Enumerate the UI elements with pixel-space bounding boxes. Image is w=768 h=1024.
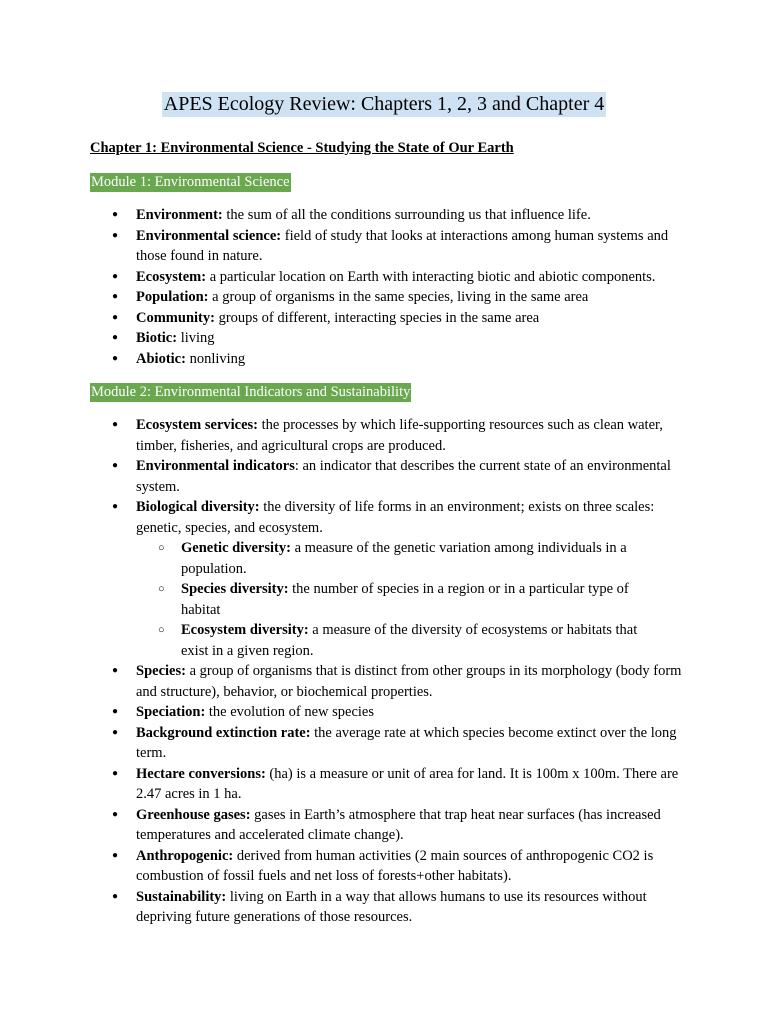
- definition: derived from human activities (2 main sources of anthropogenic CO2 is combustion of fossil fuels and net loss of forests+other habitats).: [136, 847, 654, 884]
- term: Ecosystem:: [136, 268, 207, 285]
- list-item: [90, 661, 690, 702]
- list-item: [90, 328, 690, 349]
- term: Ecosystem services:: [136, 417, 258, 433]
- definition: a group of organisms in the same species, living in the same area: [208, 289, 589, 305]
- sub-list-item: [136, 538, 641, 579]
- definition: the average rate at which species become extinct over the long term.: [136, 724, 677, 761]
- definition: a measure of the diversity of ecosystems or habitats that exist in a given region.: [181, 622, 638, 659]
- list-item: [90, 456, 690, 497]
- list-item: [90, 805, 690, 846]
- term: Population:: [136, 289, 209, 305]
- term: Species diversity:: [181, 581, 289, 597]
- list-item: [90, 349, 690, 370]
- list-item: [90, 287, 690, 308]
- definition: living on Earth in a way that allows humans to use its resources without depriving future generations of those resources.: [136, 888, 647, 925]
- term: Sustainability:: [136, 888, 227, 905]
- term: Anthropogenic:: [136, 847, 234, 864]
- definition: the sum of all the conditions surrounding us that influence life.: [222, 207, 591, 223]
- term: Genetic diversity:: [181, 540, 291, 556]
- list-item: [90, 846, 690, 887]
- term: Community:: [136, 309, 215, 326]
- module-1-list: [90, 205, 690, 369]
- term: Abiotic:: [136, 350, 186, 367]
- list-item: [90, 497, 690, 661]
- list-item: [90, 226, 690, 267]
- term: Greenhouse gases:: [136, 806, 251, 823]
- module-1-heading: Module 1: Environmental Science: [91, 174, 290, 190]
- term: Species:: [136, 663, 186, 679]
- list-item: [90, 267, 690, 288]
- definition: the evolution of new species: [205, 704, 374, 720]
- list-item: [90, 702, 690, 723]
- term: Biotic:: [136, 330, 178, 346]
- definition: the number of species in a region or in a particular type of habitat: [181, 581, 629, 618]
- definition: (ha) is a measure or unit of area for land. It is 100m x 100m. There are 2.47 acres in 1 ha.: [136, 765, 679, 802]
- chapter-1-heading: Chapter 1: Environmental Science - Studying the State of Our Earth: [90, 140, 514, 156]
- definition: : an indicator that describes the current state of an environmental system.: [136, 458, 671, 495]
- term: Background extinction rate:: [136, 724, 311, 741]
- title-wrapper: [0, 92, 768, 117]
- document-title: APES Ecology Review: Chapters 1, 2, 3 and Chapter 4: [163, 93, 605, 115]
- sub-list-item: [136, 620, 641, 661]
- list-item: [90, 723, 690, 764]
- definition: the diversity of life forms in an environment; exists on three scales: genetic, species, and ecosystem.: [136, 499, 655, 536]
- term: Hectare conversions:: [136, 765, 266, 782]
- list-item: [90, 308, 690, 329]
- list-item: [90, 415, 690, 456]
- term: Biological diversity:: [136, 499, 260, 515]
- definition: the processes by which life-supporting resources such as clean water, timber, fisheries, and agricultural crops are produced.: [136, 417, 663, 454]
- sub-list-item: [136, 579, 641, 620]
- term: Environmental science:: [136, 227, 282, 244]
- module-2-heading: Module 2: Environmental Indicators and Sustainability: [91, 384, 411, 400]
- list-item: [90, 887, 690, 928]
- definition: living: [177, 330, 215, 346]
- definition: field of study that looks at interactions among human systems and those found in nature.: [136, 227, 669, 264]
- term: Environmental indicators: [136, 458, 295, 474]
- term: Ecosystem diversity:: [181, 622, 309, 638]
- definition: nonliving: [185, 350, 246, 367]
- definition: groups of different, interacting species in the same area: [214, 309, 540, 326]
- module-2-list: [90, 415, 690, 928]
- definition: a group of organisms that is distinct from other groups in its morphology (body form and structure), behavior, or biochemical properties.: [136, 663, 682, 700]
- term: Environment:: [136, 207, 223, 223]
- list-item: [90, 205, 690, 226]
- biodiversity-sublist: [136, 538, 690, 661]
- list-item: [90, 764, 690, 805]
- definition: a measure of the genetic variation among individuals in a population.: [181, 540, 627, 577]
- term: Speciation:: [136, 704, 206, 720]
- definition: a particular location on Earth with interacting biotic and abiotic components.: [206, 268, 656, 285]
- definition: gases in Earth’s atmosphere that trap heat near surfaces (has increased temperatures and accelerated climate change).: [136, 806, 661, 843]
